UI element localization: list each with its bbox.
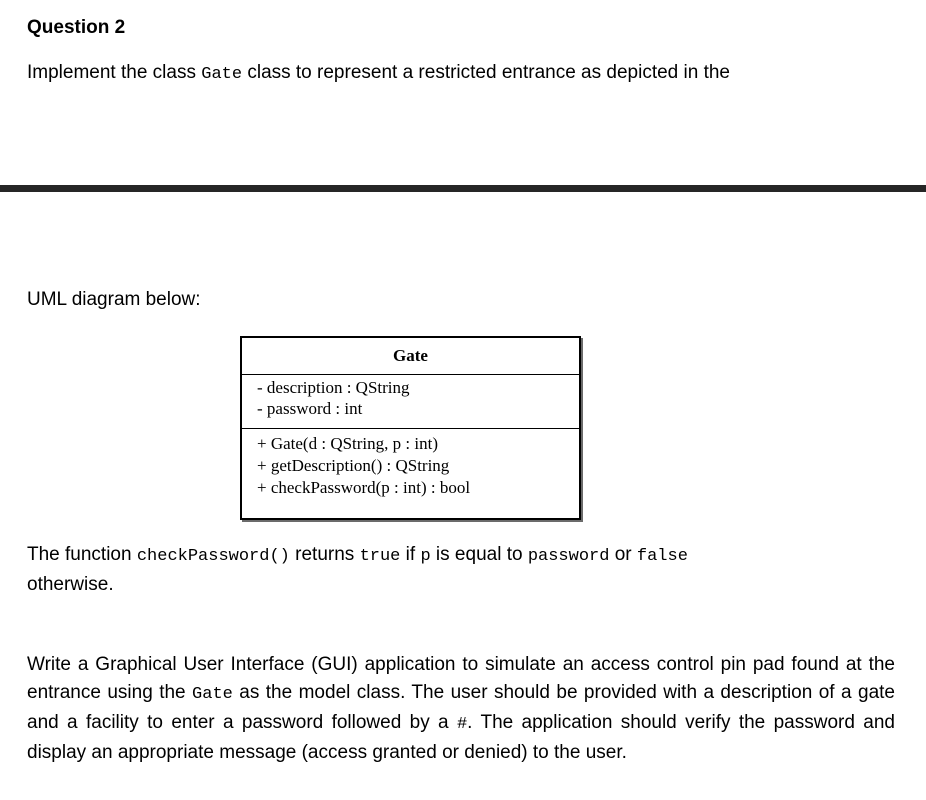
code-hash: # (456, 715, 468, 734)
uml-class-name: Gate (242, 338, 579, 375)
text: The function (27, 544, 137, 565)
gui-description (27, 651, 895, 767)
question-heading: Question 2 (27, 17, 126, 38)
uml-attribute: - password : int (257, 399, 363, 418)
intro-text-1: Implement the class (27, 62, 202, 83)
text: if (400, 544, 421, 565)
uml-intro: UML diagram below: (27, 289, 201, 310)
uml-operation: + Gate(d : QString, p : int) (257, 434, 438, 453)
code-password: password (527, 547, 610, 566)
uml-operation: + checkPassword(p : int) : bool (257, 478, 471, 497)
intro-line (27, 62, 730, 84)
uml-operation: + getDescription() : QString (257, 456, 450, 475)
code-checkpassword: checkPassword() (136, 547, 290, 566)
text: as the model class. The user should be provided with a description of a gate and a facility to enter a password followed by a (27, 682, 895, 733)
intro-code-gate: Gate (201, 65, 243, 84)
uml-class-diagram (240, 336, 581, 520)
function-description (27, 541, 688, 599)
code-p: p (420, 547, 431, 566)
intro-text-2: class to represent a restricted entrance as depicted in the (242, 62, 730, 83)
code-gate: Gate (192, 685, 233, 704)
text: or (609, 544, 637, 565)
text: . The application should verify the password and display an appropriate message (access granted or denied) to the user. (27, 712, 895, 763)
uml-attribute: - description : QString (257, 378, 410, 397)
text: returns (289, 544, 360, 565)
text: Write a Graphical User Interface (GUI) application to simulate an access control pin pad found at the entrance using the (27, 654, 895, 703)
code-true: true (359, 547, 401, 566)
uml-attributes (242, 375, 579, 429)
page-divider (0, 185, 926, 192)
text: otherwise. (27, 574, 114, 595)
code-false: false (636, 547, 688, 566)
text: is equal to (430, 544, 528, 565)
